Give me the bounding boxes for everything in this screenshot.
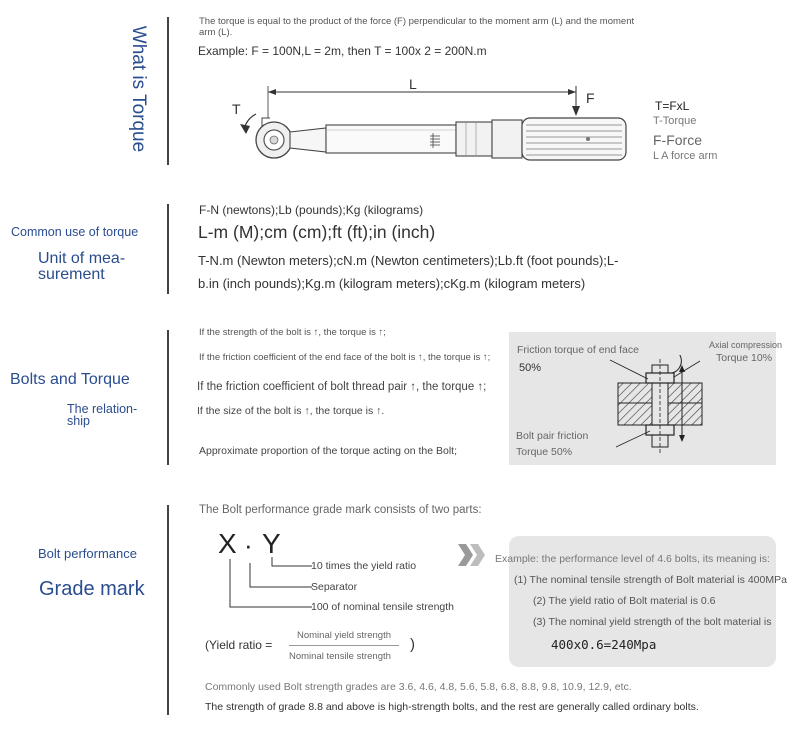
grade-mark-leader-lines bbox=[220, 555, 320, 615]
torque-units-line2: b.in (inch pounds);Kg.m (kilogram meters);cKg.m (kilogram meters) bbox=[198, 276, 586, 291]
friction-end-face-label: Friction torque of end face bbox=[517, 344, 639, 356]
fraction-denominator: Nominal tensile strength bbox=[289, 651, 391, 662]
grade-mark-intro: The Bolt performance grade mark consists of two parts: bbox=[199, 504, 482, 516]
section-heading: Grade mark bbox=[39, 578, 145, 600]
example-calculation: 400x0.6=240Mpa bbox=[551, 637, 657, 652]
common-grades-note: Commonly used Bolt strength grades are 3.6, 4.6, 4.8, 5.6, 5.8, 6.8, 8.8, 9.8, 10.9, 12.9, etc. bbox=[205, 681, 632, 693]
section-subheading: The relation- ship bbox=[67, 402, 138, 428]
diagram-label-l: L bbox=[409, 76, 417, 92]
grade-mark-x: X bbox=[218, 528, 237, 559]
torque-units-line1: T-N.m (Newton meters);cN.m (Newton centimeters);Lb.ft (foot pounds);L- bbox=[198, 253, 619, 268]
bolt-pair-friction-label: Bolt pair friction bbox=[516, 430, 589, 442]
friction-end-face-percent: 50% bbox=[519, 362, 542, 374]
section-heading: Bolts and Torque bbox=[10, 371, 130, 388]
section-heading-small: Common use of torque bbox=[11, 225, 139, 239]
fraction-numerator: Nominal yield strength bbox=[297, 630, 391, 641]
bolt-pair-friction-percent: Torque 50% bbox=[516, 446, 573, 458]
high-strength-note: The strength of grade 8.8 and above is high-strength bolts, and the rest are generally called ordinary bolts. bbox=[205, 701, 699, 713]
divider-line bbox=[167, 204, 169, 294]
label-yield-ratio: 10 times the yield ratio bbox=[311, 560, 417, 572]
example-point-2: (2) The yield ratio of Bolt material is 0.6 bbox=[533, 595, 716, 607]
label-separator: Separator bbox=[311, 581, 358, 593]
double-chevron-icon bbox=[458, 544, 486, 566]
rule-bolt-strength: If the strength of the bolt is ↑, the torque is ↑; bbox=[199, 327, 386, 338]
divider-line bbox=[167, 17, 169, 165]
example-point-3: (3) The nominal yield strength of the bolt material is bbox=[533, 616, 772, 628]
divider-line bbox=[167, 330, 169, 465]
grade-mark-separator: · bbox=[244, 530, 253, 560]
axial-compression-percent: Torque 10% bbox=[716, 352, 773, 364]
section-heading: Unit of mea- surement bbox=[38, 250, 126, 283]
rule-end-face-friction: If the friction coefficient of the end face of the bolt is ↑, the torque is ↑; bbox=[199, 352, 491, 363]
legend-torque: T-Torque bbox=[653, 115, 697, 127]
axial-compression-label: Axial compression bbox=[709, 340, 783, 350]
diagram-label-t: T bbox=[232, 101, 241, 117]
yield-ratio-close: ) bbox=[410, 636, 415, 653]
example-title: Example: the performance level of 4.6 bolts, its meaning is: bbox=[495, 553, 770, 565]
bolt-cross-section bbox=[600, 355, 720, 455]
section-heading-vertical: What is Torque bbox=[128, 25, 149, 153]
divider-line bbox=[167, 505, 169, 715]
torque-proportion-note: Approximate proportion of the torque acting on the Bolt; bbox=[199, 445, 457, 457]
length-units: L-m (M);cm (cm);ft (ft);in (inch) bbox=[198, 222, 436, 242]
rule-thread-friction: If the friction coefficient of bolt thread pair ↑, the torque ↑; bbox=[197, 381, 487, 393]
legend-arm: L A force arm bbox=[653, 150, 718, 162]
diagram-label-f: F bbox=[586, 90, 595, 106]
fraction-bar bbox=[289, 645, 399, 646]
torque-definition: The torque is equal to the product of the force (F) perpendicular to the moment arm (L) and the moment arm (L). bbox=[199, 16, 635, 38]
wrench-diagram bbox=[226, 78, 646, 178]
rule-bolt-size: If the size of the bolt is ↑, the torque is ↑. bbox=[197, 405, 385, 417]
yield-ratio-label: (Yield ratio = bbox=[205, 638, 273, 652]
section-heading-small: Bolt performance bbox=[38, 546, 137, 561]
legend-force: F-Force bbox=[653, 132, 702, 148]
grade-mark-y: Y bbox=[262, 528, 281, 559]
example-point-1: (1) The nominal tensile strength of Bolt material is 400MPa bbox=[514, 574, 787, 586]
label-tensile-strength: 100 of nominal tensile strength bbox=[311, 601, 455, 613]
torque-formula: T=FxL bbox=[655, 99, 690, 113]
torque-example: Example: F = 100N,L = 2m, then T = 100x 2 = 200N.m bbox=[198, 44, 487, 58]
force-units: F-N (newtons);Lb (pounds);Kg (kilograms) bbox=[199, 203, 424, 217]
